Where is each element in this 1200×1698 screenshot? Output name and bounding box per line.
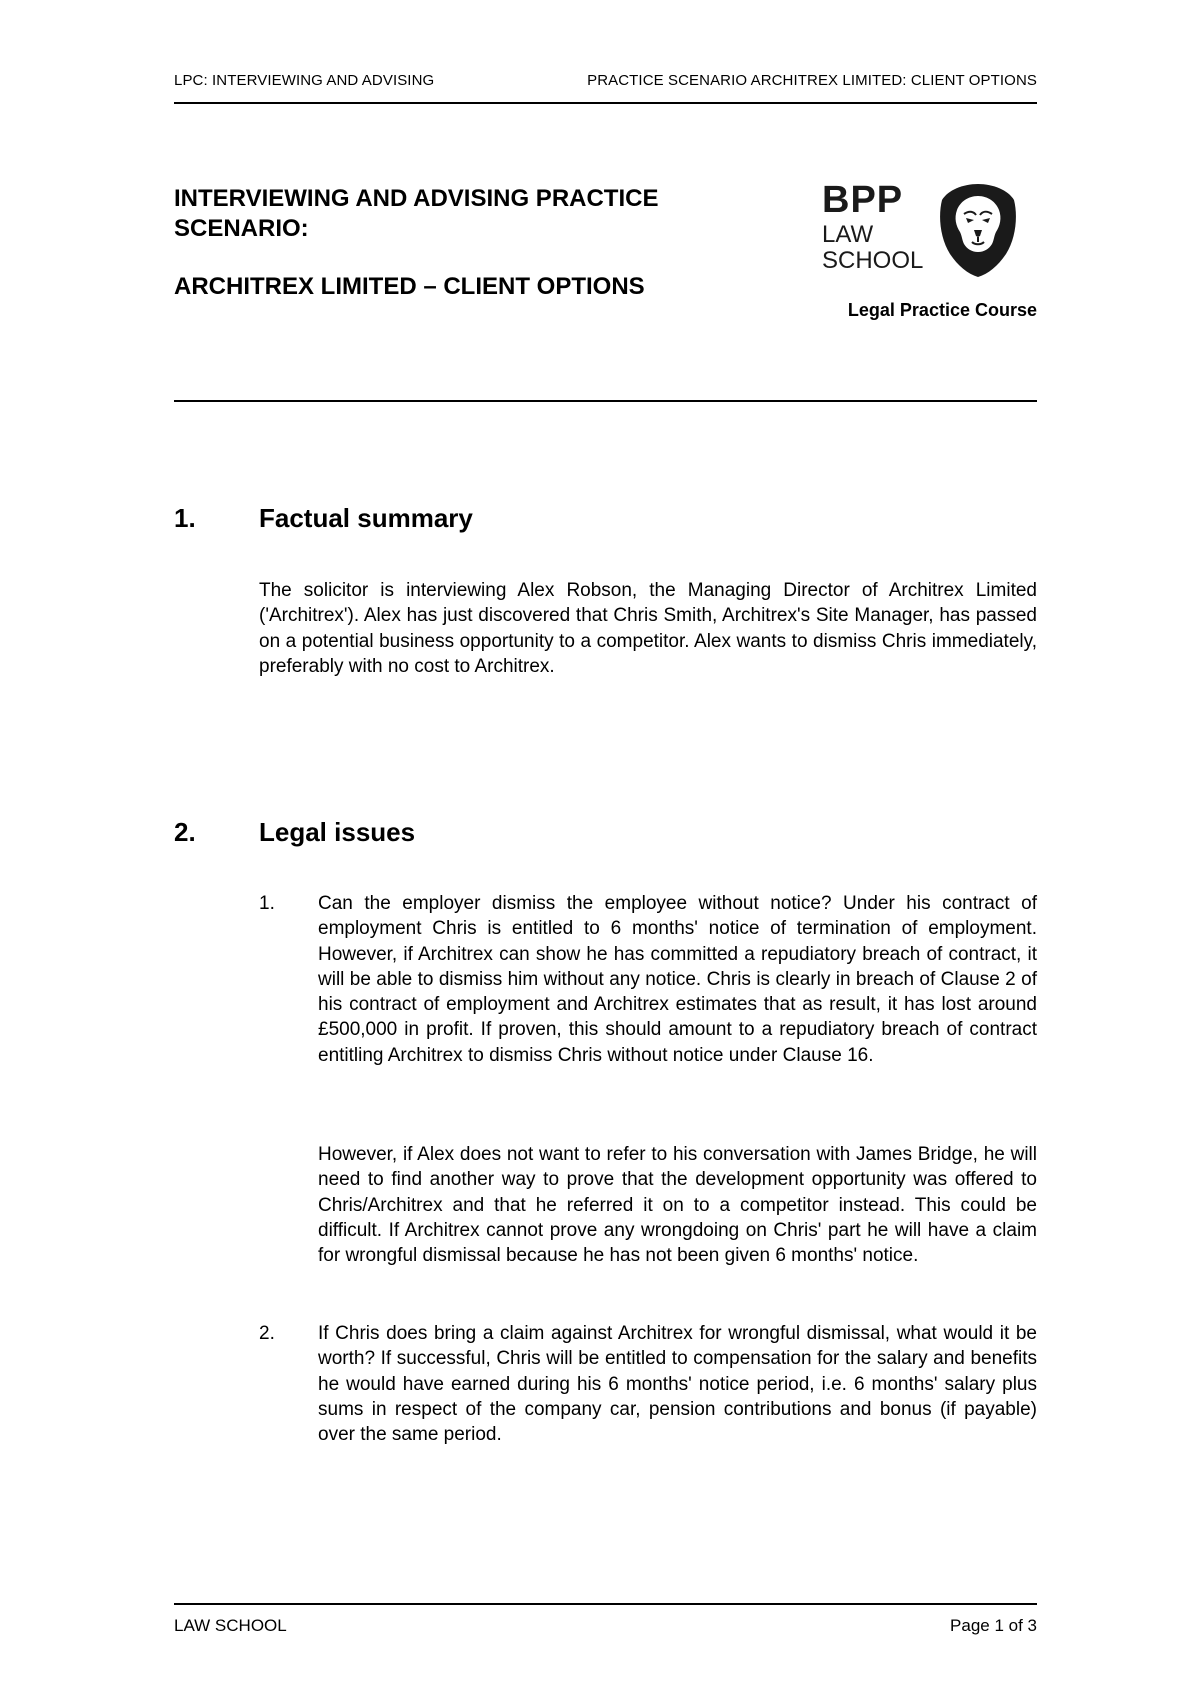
course-label: Legal Practice Course [847, 300, 1037, 320]
section-heading-factual-summary: Factual summary [259, 503, 473, 533]
document-title: INTERVIEWING AND ADVISING PRACTICE SCENARIO: [174, 185, 659, 242]
logo-law-text: LAW [822, 221, 874, 248]
list-item-number: 1. [259, 893, 275, 914]
factual-summary-paragraph: The solicitor is interviewing Alex Robson, the Managing Director of Architrex Limited ('Architrex'). Alex has just discovered that Chris Smith, Architrex's Site Manager, has passed on a potential business opportunity to a competitor. Alex wants to dismiss Chris immediately, preferably with no cost to Architrex. [259, 580, 1037, 677]
header-document-name: PRACTICE SCENARIO ARCHITREX LIMITED: CLIENT OPTIONS [587, 72, 1037, 89]
section-heading-legal-issues: Legal issues [259, 817, 416, 847]
running-header [174, 72, 1037, 92]
legal-issue-item-text: Can the employer dismiss the employee without notice? Under his contract of employment Chris is entitled to 6 months' notice of termination of employment. However, if Architrex can show he has committed a repudiatory breach of contract, it will be able to dismiss him without any notice. Chris is clearly in breach of Clause 2 of his contract of employment and Architrex estimates that as result, it has lost around £500,000 in profit. If proven, this should amount to a repudiatory breach of contract entitling Architrex to dismiss Chris without notice under Clause 16. [318, 893, 1037, 1066]
section-number: 1. [174, 503, 196, 533]
list-item-number: 2. [259, 1323, 275, 1344]
document-subtitle: ARCHITREX LIMITED – CLIENT OPTIONS [174, 273, 645, 300]
footer-school-name: LAW SCHOOL [174, 1616, 287, 1635]
section-number: 2. [174, 817, 196, 847]
logo-bpp-text: BPP [822, 179, 904, 221]
bpp-law-school-logo [822, 180, 1022, 280]
page-number: Page 1 of 3 [950, 1616, 1037, 1635]
footer-rule [174, 1603, 1037, 1605]
header-rule [174, 102, 1037, 104]
lion-head-icon [938, 182, 1018, 278]
running-footer [174, 1616, 1037, 1638]
title-rule [174, 400, 1037, 402]
legal-issue-item-text: If Chris does bring a claim against Architrex for wrongful dismissal, what would it be worth? If successful, Chris will be entitled to compensation for the salary and benefits he would have earned during his 6 months' notice period, i.e. 6 months' salary plus sums in respect of the company car, pension contributions and bonus (if payable) over the same period. [318, 1323, 1037, 1446]
header-course-name: LPC: INTERVIEWING AND ADVISING [174, 72, 435, 89]
logo-school-text: SCHOOL [822, 247, 924, 274]
legal-issue-item-continuation: However, if Alex does not want to refer to his conversation with James Bridge, he will need to find another way to prove that the development opportunity was offered to Chris/Architrex and that he referred it on to a competitor instead. This could be difficult. If Architrex cannot prove any wrongdoing on Chris' part he will have a claim for wrongful dismissal because he has not been given 6 months' notice. [318, 1144, 1037, 1267]
